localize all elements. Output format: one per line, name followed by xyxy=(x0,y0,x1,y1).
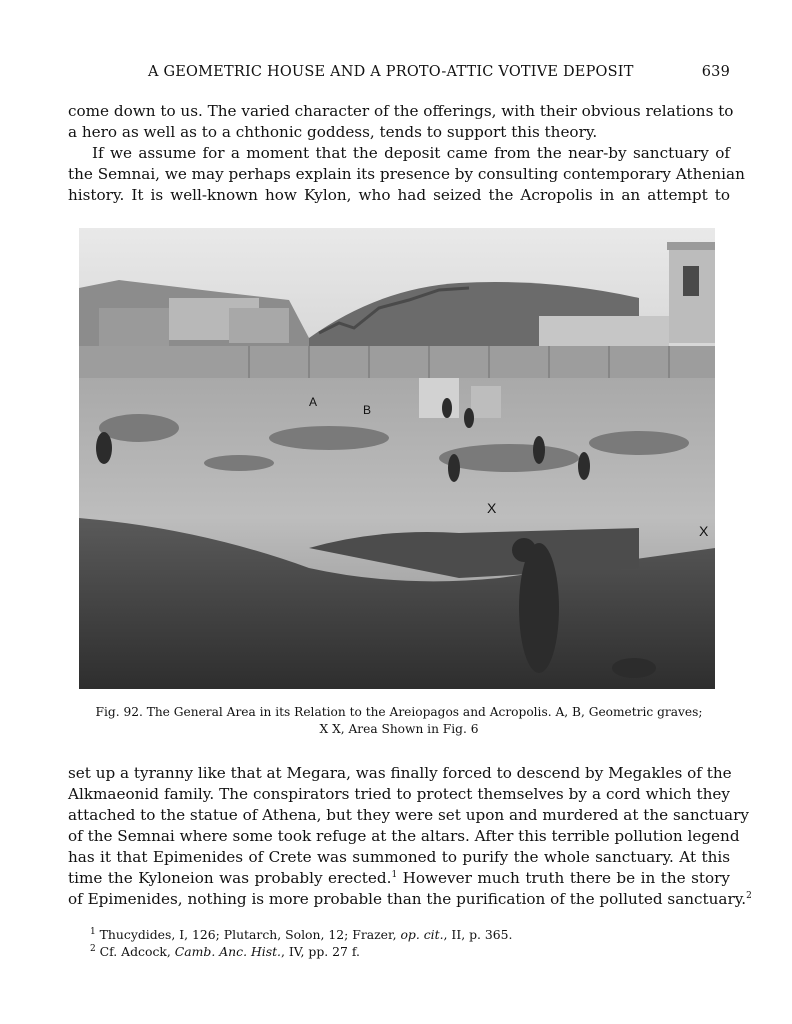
text-line xyxy=(68,889,752,910)
text-line: Alkmaeonid family. The conspirators tried to protect themselves by a cord which they xyxy=(68,785,730,803)
footnote-text: , II, p. 365. xyxy=(443,927,513,942)
paragraph-3 xyxy=(68,763,752,910)
footnote-italic: Camb. Anc. Hist. xyxy=(174,944,281,959)
footnote-mark: 1 xyxy=(90,926,96,937)
footnote-2 xyxy=(90,943,730,960)
page-number: 639 xyxy=(701,64,730,80)
excavation-photograph xyxy=(79,228,715,689)
footnote-mark: 2 xyxy=(90,943,96,954)
footnote-text: , IV, pp. 27 f. xyxy=(281,944,360,959)
caption-line-1: Fig. 92. The General Area in its Relation to the Areiopagos and Acropolis. A, B, Geometric graves; xyxy=(95,705,703,719)
footnotes xyxy=(90,926,730,960)
footnote-italic: op. cit. xyxy=(400,927,444,942)
text-segment: of Epimenides, nothing is more probable than the purification of the polluted sanctuary. xyxy=(68,890,747,908)
text-line: come down to us. The varied character of the offerings, with their obvious relations to xyxy=(68,102,734,120)
text-line: of the Semnai where some took refuge at the altars. After this terrible pollution legend xyxy=(68,827,740,845)
label-a: A xyxy=(309,395,318,409)
text-line: the Semnai, we may perhaps explain its presence by consulting contemporary Athenian xyxy=(68,165,745,183)
text-line: has it that Epimenides of Crete was summoned to purify the whole sanctuary. At this xyxy=(68,848,730,866)
running-title: A GEOMETRIC HOUSE AND A PROTO-ATTIC VOTIVE DEPOSIT xyxy=(148,64,634,80)
footnote-text: Cf. Adcock, xyxy=(95,944,175,959)
footnote-text: Thucydides, I, 126; Plutarch, Solon, 12; Frazer, xyxy=(95,927,401,942)
text-segment: time the Kyloneion was probably erected. xyxy=(68,869,392,887)
footnote-ref-1[interactable]: 1 xyxy=(391,869,398,880)
footnote-1 xyxy=(90,926,730,943)
text-segment: However much truth there be in the story xyxy=(397,869,730,887)
caption-line-2: X X, Area Shown in Fig. 6 xyxy=(319,722,479,736)
label-b: B xyxy=(363,403,372,417)
label-x-right: X xyxy=(699,523,709,539)
text-line xyxy=(68,868,730,889)
label-x-left: X xyxy=(487,500,497,516)
text-line: set up a tyranny like that at Megara, was finally forced to descend by Megakles of the xyxy=(68,764,732,782)
text-line: history. It is well-known how Kylon, who had seized the Acropolis in an attempt to xyxy=(68,186,730,204)
footnote-ref-2[interactable]: 2 xyxy=(746,890,752,901)
paragraph-1 xyxy=(68,101,734,143)
text-line: a hero as well as to a chthonic goddess, tends to support this theory. xyxy=(68,123,598,141)
figure-caption xyxy=(68,704,730,738)
running-header xyxy=(68,64,730,86)
paragraph-2 xyxy=(68,143,745,206)
text-line: attached to the statue of Athena, but they were set upon and murdered at the sanctuary xyxy=(68,806,749,824)
text-line: If we assume for a moment that the deposit came from the near-by sanctuary of xyxy=(92,144,730,162)
